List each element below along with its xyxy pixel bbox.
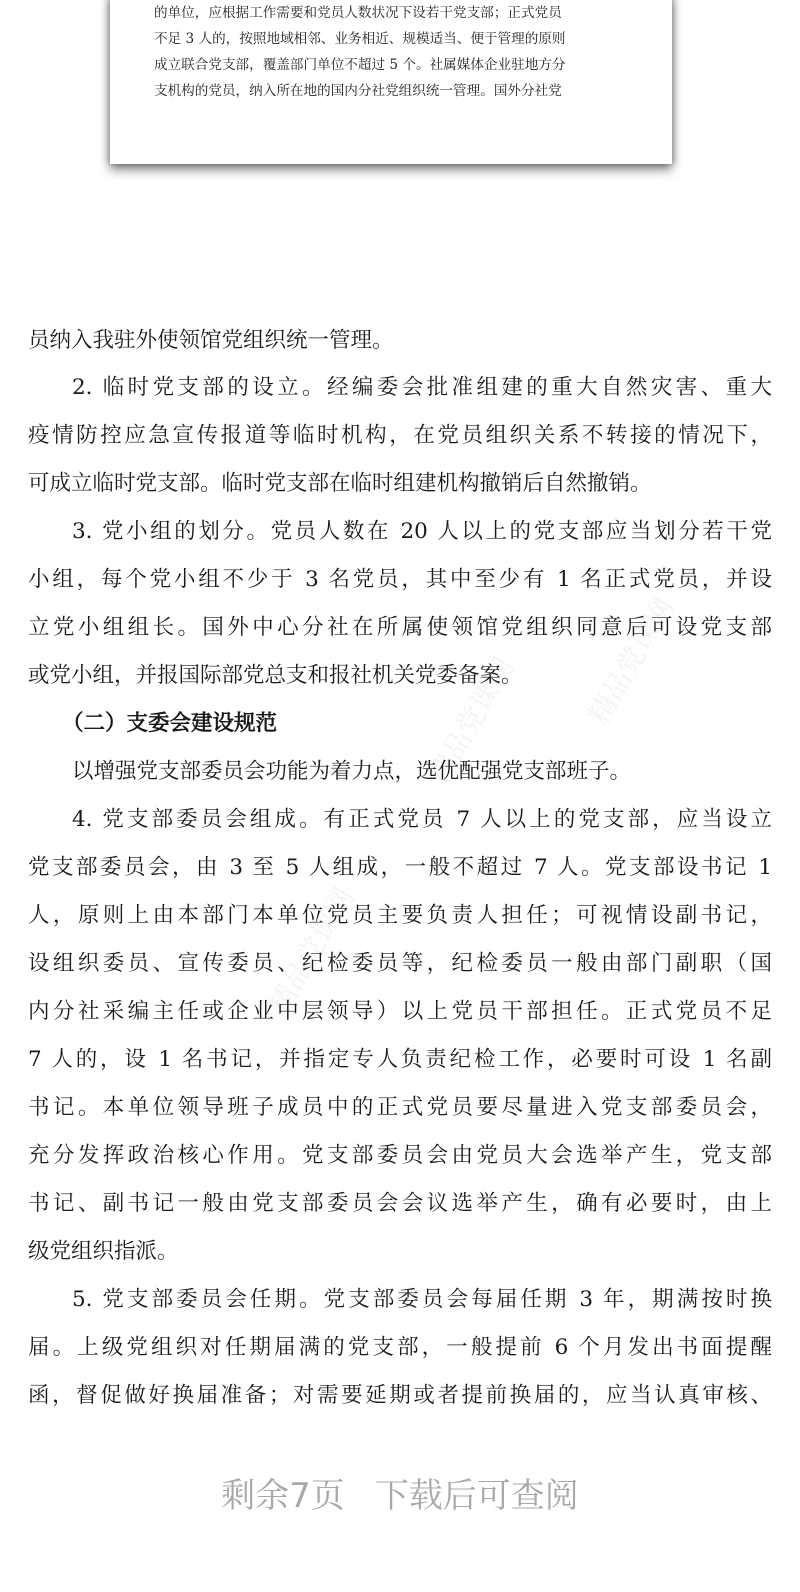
paragraph-line: 3. 党小组的划分。党员人数在 20 人以上的党支部应当划分若干党 xyxy=(72,519,772,544)
paragraph-line: 内分社采编主任或企业中层领导）以上党员干部担任。正式党员不足 xyxy=(28,999,772,1024)
paragraph-line: 或党小组，并报国际部党总支和报社机关党委备案。 xyxy=(28,663,523,688)
watermark: 精品党课网 xyxy=(262,881,361,1020)
card-text-line: 成立联合党支部，覆盖部门单位不超过 5 个。社属媒体企业驻地方分 xyxy=(154,57,566,73)
paragraph-line: 疫情防控应急宣传报道等临时机构，在党员组织关系不转接的情况下， xyxy=(28,423,772,448)
paragraph-line: 员纳入我驻外使领馆党组织统一管理。 xyxy=(28,328,394,353)
paragraph-line: 人，原则上由本部门本单位党员主要负责人担任；可视情设副书记， xyxy=(28,903,772,928)
paragraph-line: 小组，每个党小组不少于 3 名党员，其中至少有 1 名正式党员，并设 xyxy=(28,567,772,592)
paragraph-line: 书记、副书记一般由党支部委员会会议选举产生，确有必要时，由上 xyxy=(28,1191,772,1216)
card-text-line: 不足 3 人的，按照地域相邻、业务相近、规模适当、便于管理的原则 xyxy=(154,31,566,47)
paragraph-line: 4. 党支部委员会组成。有正式党员 7 人以上的党支部，应当设立 xyxy=(72,807,772,832)
card-text-line: 的单位，应根据工作需要和党员人数状况下设若干党支部；正式党员 xyxy=(154,5,562,21)
download-prompt-banner[interactable] xyxy=(0,1452,800,1532)
paragraph-line: 可成立临时党支部。临时党支部在临时组建机构撤销后自然撤销。 xyxy=(28,471,652,496)
section-heading: （二）支委会建设规范 xyxy=(62,711,278,736)
paragraph-line: 党支部委员会，由 3 至 5 人组成，一般不超过 7 人。党支部设书记 1 xyxy=(28,855,772,880)
download-to-view-label: 下载后可查阅 xyxy=(374,1475,579,1516)
paragraph-line: 级党组织指派。 xyxy=(28,1239,179,1264)
paragraph-line: 立党小组组长。国外中心分社在所属使领馆党组织同意后可设党支部 xyxy=(28,615,772,640)
paragraph-line: 7 人的，设 1 名书记，并指定专人负责纪检工作，必要时可设 1 名副 xyxy=(28,1047,772,1072)
paragraph-line: 届。上级党组织对任期届满的党支部，一般提前 6 个月发出书面提醒 xyxy=(28,1335,772,1360)
paragraph-line: 以增强党支部委员会功能为着力点，选优配强党支部班子。 xyxy=(72,759,632,784)
watermark: 精品党课网 xyxy=(582,591,681,730)
paragraph-line: 书记。本单位领导班子成员中的正式党员要尽量进入党支部委员会， xyxy=(28,1095,772,1120)
paragraph-line: 函，督促做好换届准备；对需要延期或者提前换届的，应当认真审核、 xyxy=(28,1383,772,1408)
paragraph-line: 设组织委员、宣传委员、纪检委员等，纪检委员一般由部门副职（国 xyxy=(28,951,772,976)
paragraph-line: 2. 临时党支部的设立。经编委会批准组建的重大自然灾害、重大 xyxy=(72,375,772,400)
watermark: 精品党课网 xyxy=(422,651,521,790)
paragraph-line: 5. 党支部委员会任期。党支部委员会每届任期 3 年，期满按时换 xyxy=(72,1287,772,1312)
remaining-pages-label: 剩余7页 xyxy=(221,1475,345,1516)
paragraph-line: 充分发挥政治核心作用。党支部委员会由党员大会选举产生，党支部 xyxy=(28,1143,772,1168)
card-text-line: 支机构的党员，纳入所在地的国内分社党组织统一管理。国外分社党 xyxy=(154,83,562,99)
